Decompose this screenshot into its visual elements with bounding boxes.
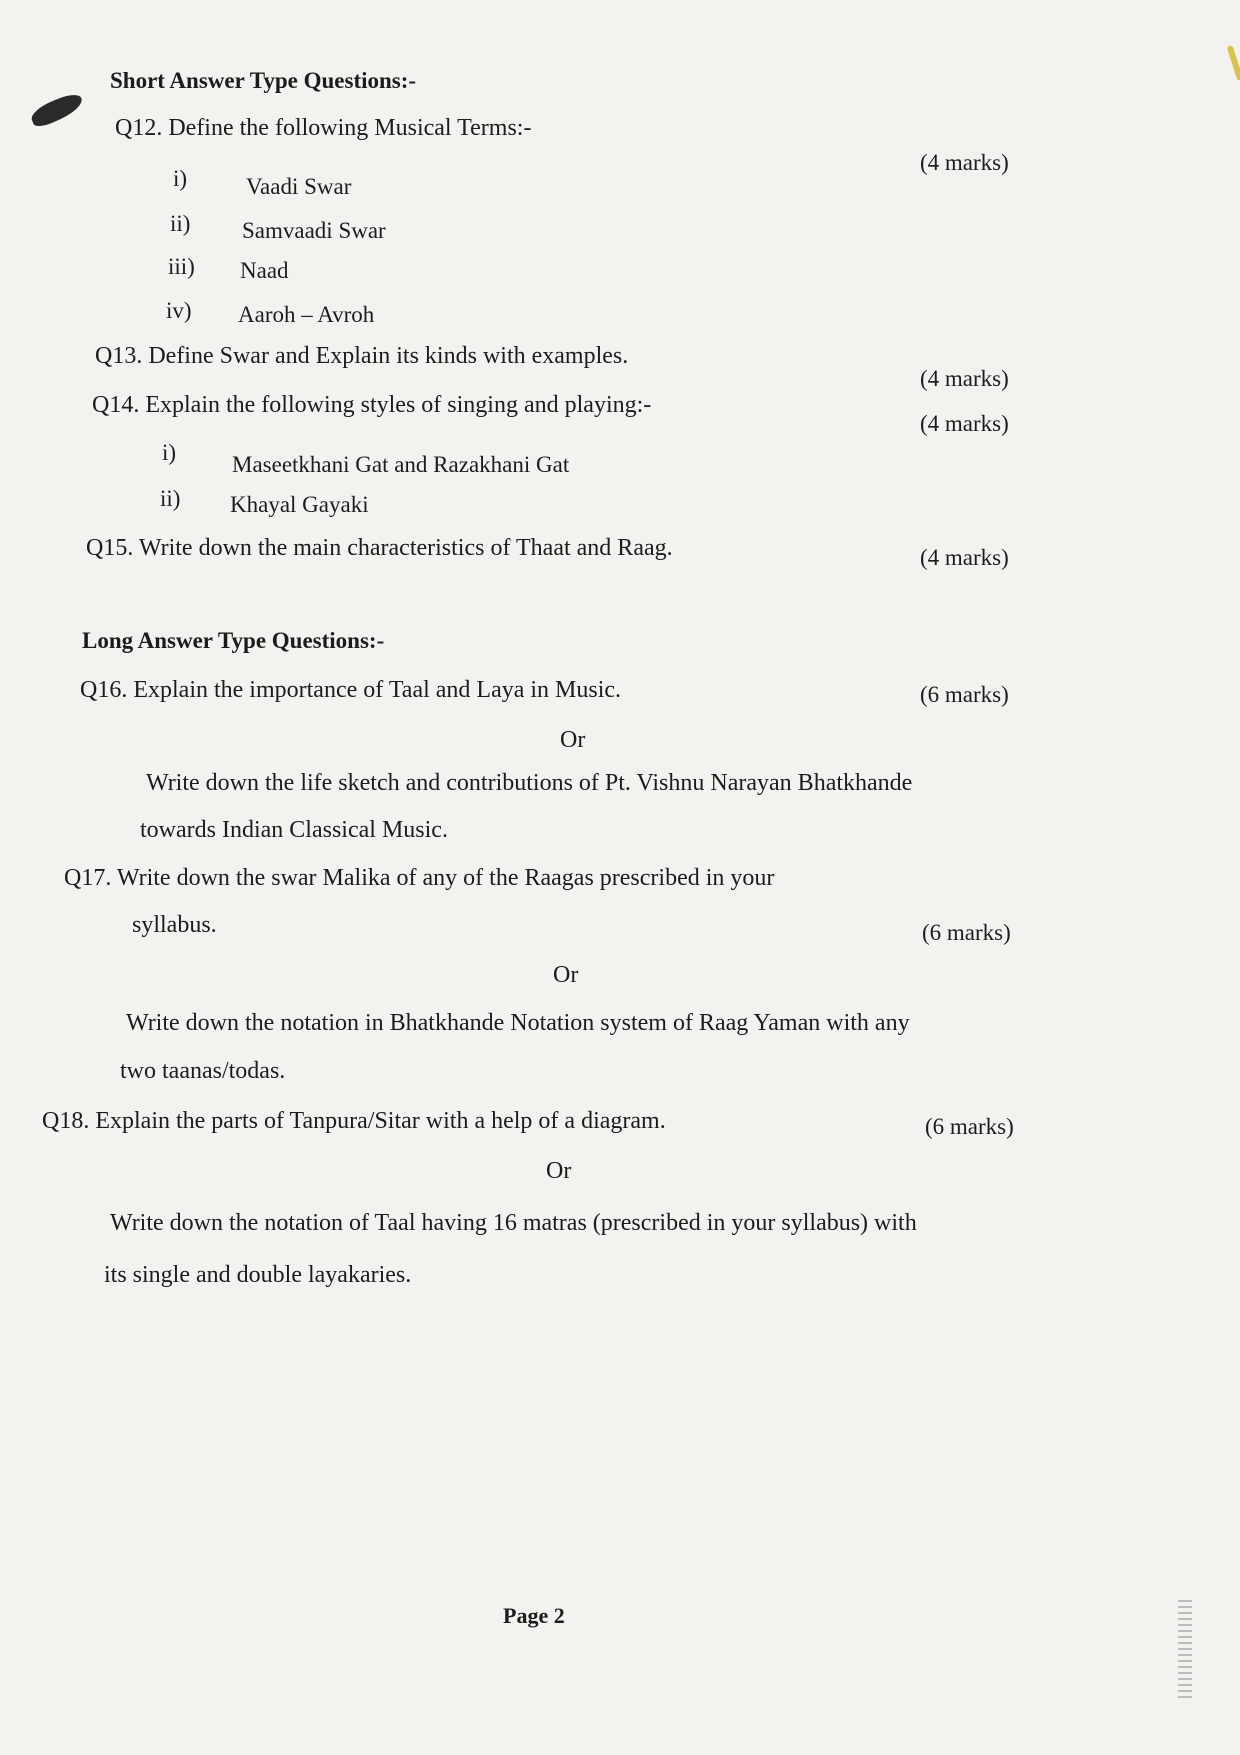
- q12-item-num: i): [173, 166, 188, 191]
- question-17-line1: Q17. Write down the swar Malika of any of the Raagas prescribed in your: [64, 865, 775, 891]
- question-12: Q12. Define the following Musical Terms:-: [115, 115, 532, 141]
- page-number: Page 2: [503, 1603, 565, 1628]
- question-16-alternative-line2: towards Indian Classical Music.: [140, 817, 448, 843]
- q12-item-num: iii): [168, 254, 195, 279]
- question-13: Q13. Define Swar and Explain its kinds with examples.: [95, 343, 629, 369]
- q12-item-text: Naad: [240, 258, 289, 283]
- q12-item-text: Vaadi Swar: [246, 174, 352, 199]
- question-18-or: Or: [546, 1158, 572, 1184]
- question-18-alternative-line2: its single and double layakaries.: [104, 1262, 412, 1288]
- question-17-alternative-line1: Write down the notation in Bhatkhande Notation system of Raag Yaman with any: [126, 1010, 910, 1036]
- q12-item-num: ii): [170, 211, 191, 236]
- long-section-heading: Long Answer Type Questions:-: [82, 628, 385, 653]
- edge-mark: [1227, 45, 1240, 81]
- ink-smudge: [28, 91, 86, 130]
- question-15: Q15. Write down the main characteristics of Thaat and Raag.: [86, 535, 673, 561]
- question-17-or: Or: [553, 962, 579, 988]
- question-17-marks: (6 marks): [922, 920, 1011, 945]
- question-16-marks: (6 marks): [920, 682, 1009, 707]
- short-section-heading: Short Answer Type Questions:-: [110, 68, 417, 93]
- question-16-or: Or: [560, 727, 586, 753]
- question-15-marks: (4 marks): [920, 545, 1009, 570]
- question-17-alternative-line2: two taanas/todas.: [120, 1058, 286, 1084]
- question-18-alternative-line1: Write down the notation of Taal having 16 matras (prescribed in your syllabus) with: [110, 1210, 917, 1236]
- question-18-marks: (6 marks): [925, 1114, 1014, 1139]
- q12-item-text: Aaroh – Avroh: [238, 302, 375, 327]
- question-14: Q14. Explain the following styles of singing and playing:-: [92, 392, 652, 418]
- q14-item-num: i): [162, 440, 177, 465]
- question-17-line2: syllabus.: [132, 912, 217, 938]
- q12-item-num: iv): [166, 298, 192, 323]
- question-12-marks: (4 marks): [920, 150, 1009, 175]
- q14-item-text: Khayal Gayaki: [230, 492, 369, 517]
- scan-speckle: [1178, 1600, 1192, 1700]
- question-18: Q18. Explain the parts of Tanpura/Sitar with a help of a diagram.: [42, 1108, 666, 1134]
- q12-item-text: Samvaadi Swar: [242, 218, 386, 243]
- question-14-marks: (4 marks): [920, 411, 1009, 436]
- q14-item-num: ii): [160, 486, 181, 511]
- question-13-marks: (4 marks): [920, 366, 1009, 391]
- q14-item-text: Maseetkhani Gat and Razakhani Gat: [232, 452, 570, 477]
- question-16-alternative-line1: Write down the life sketch and contributions of Pt. Vishnu Narayan Bhatkhande: [146, 770, 913, 796]
- question-16: Q16. Explain the importance of Taal and Laya in Music.: [80, 677, 622, 703]
